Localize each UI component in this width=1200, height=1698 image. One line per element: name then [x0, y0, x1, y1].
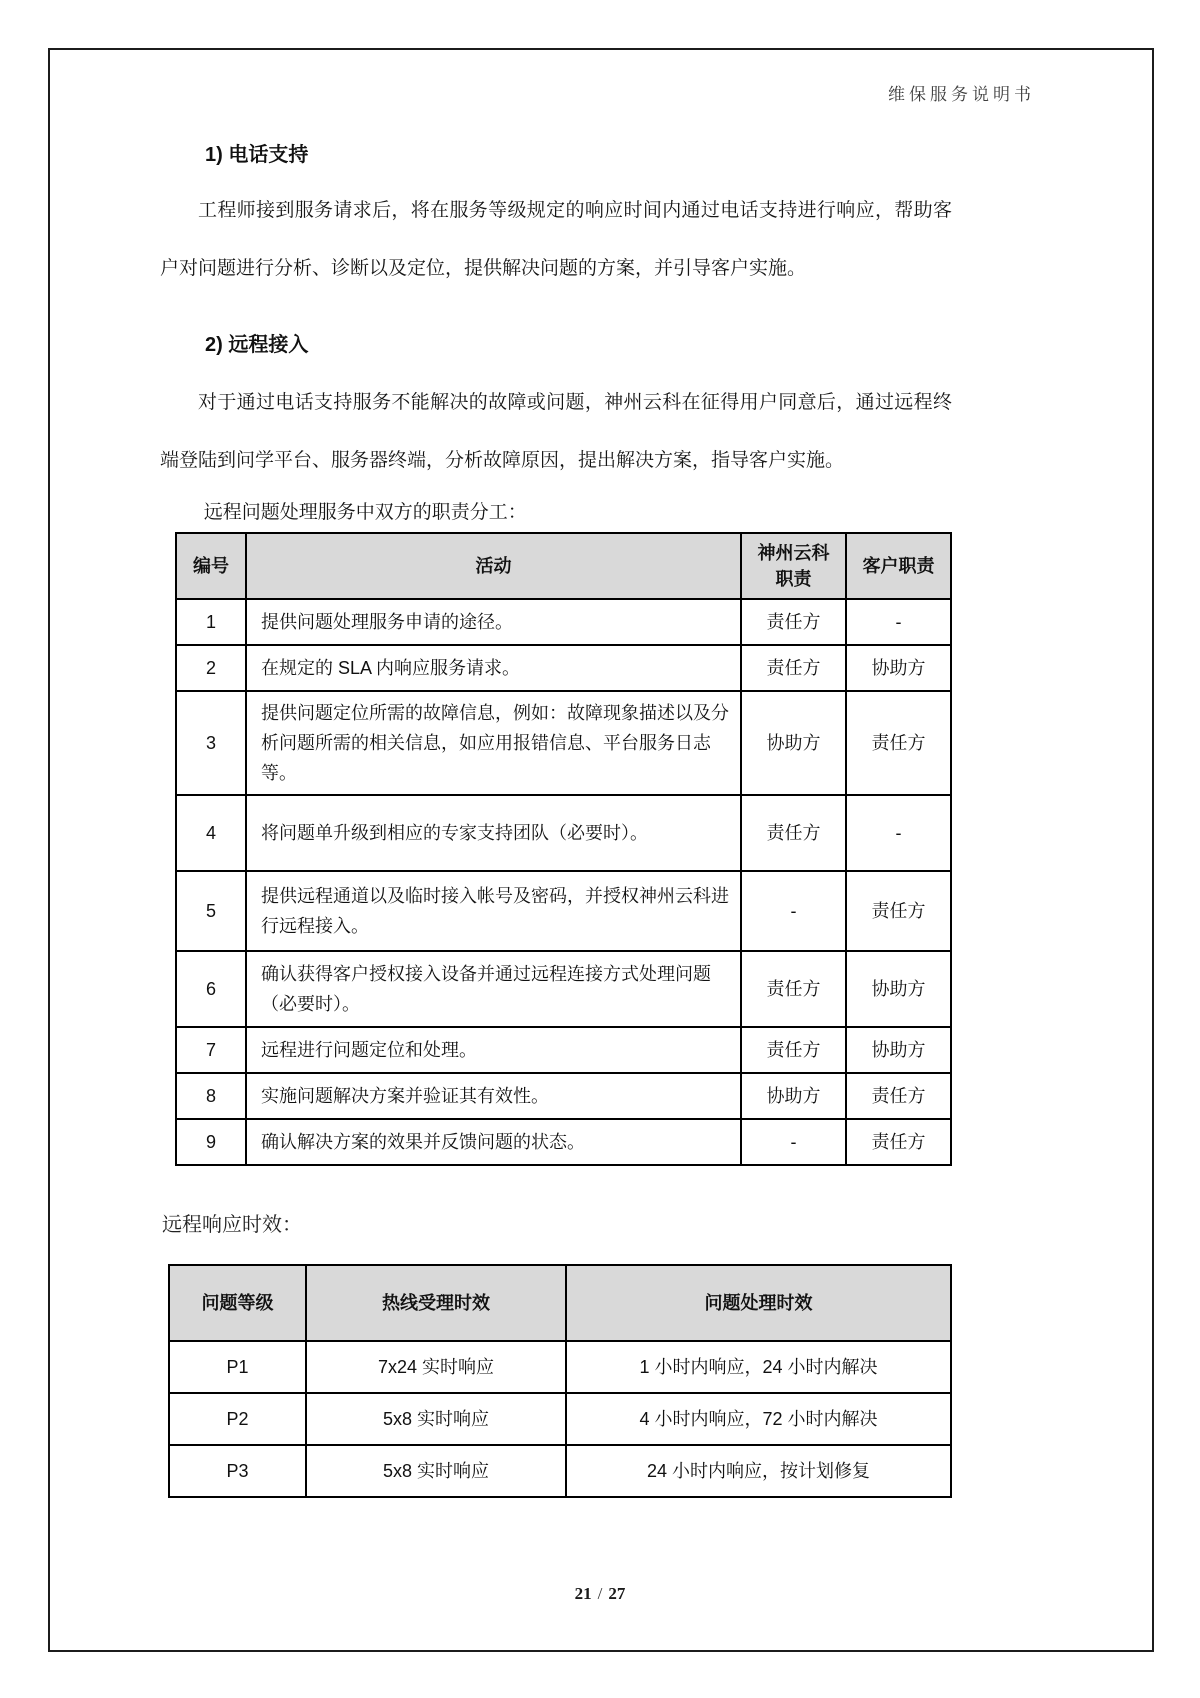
- table-row: [169, 1445, 951, 1497]
- cell-no: 7: [176, 1027, 246, 1073]
- section-1-heading: 1) 电话支持: [205, 144, 309, 166]
- cell-vendor-role: -: [741, 871, 846, 951]
- cell-vendor-role: 协助方: [741, 691, 846, 795]
- table-row: [176, 1073, 951, 1119]
- cell-vendor-role: 责任方: [741, 1027, 846, 1073]
- cell-hotline-response: 5x8 实时响应: [306, 1393, 566, 1445]
- cell-activity: 确认获得客户授权接入设备并通过远程连接方式处理问题（必要时）。: [246, 951, 741, 1027]
- section-2-heading: 2) 远程接入: [205, 334, 309, 356]
- page-number-separator: /: [597, 1584, 603, 1603]
- cell-customer-role: 协助方: [846, 951, 951, 1027]
- cell-vendor-role: -: [741, 1119, 846, 1165]
- cell-customer-role: 责任方: [846, 1119, 951, 1165]
- cell-handling-time: 1 小时内响应，24 小时内解决: [566, 1341, 951, 1393]
- cell-no: 1: [176, 599, 246, 645]
- table-row: [169, 1393, 951, 1445]
- section-2-paragraph: 对于通过电话支持服务不能解决的故障或问题，神州云科在征得用户同意后，通过远程终端登陆到问学平台、服务器终端，分析故障原因，提出解决方案，指导客户实施。: [160, 392, 952, 471]
- cell-customer-role: 责任方: [846, 871, 951, 951]
- cell-vendor-role: 协助方: [741, 1073, 846, 1119]
- cell-problem-level: P1: [169, 1341, 306, 1393]
- sla-table: [168, 1264, 952, 1498]
- table-row: [176, 795, 951, 871]
- sla-section-heading: 远程响应时效：: [162, 1214, 302, 1236]
- document-header-title: 维保服务说明书: [888, 85, 1035, 104]
- cell-customer-role: 责任方: [846, 1073, 951, 1119]
- col-header-vendor-role: 神州云科职责: [741, 533, 846, 599]
- cell-activity: 将问题单升级到相应的专家支持团队（必要时）。: [246, 795, 741, 871]
- table-row: [176, 871, 951, 951]
- table-row: [169, 1341, 951, 1393]
- table-row: [176, 599, 951, 645]
- responsibility-table-lead-in: 远程问题处理服务中双方的职责分工：: [203, 502, 527, 523]
- section-1-paragraph: 工程师接到服务请求后，将在服务等级规定的响应时间内通过电话支持进行响应，帮助客户对问题进行分析、诊断以及定位，提供解决问题的方案，并引导客户实施。: [160, 200, 952, 279]
- responsibility-table-header-row: [176, 533, 951, 599]
- table-row: [176, 1119, 951, 1165]
- cell-activity: 提供问题处理服务申请的途径。: [246, 599, 741, 645]
- responsibility-table: [175, 532, 952, 1166]
- cell-no: 2: [176, 645, 246, 691]
- cell-customer-role: 责任方: [846, 691, 951, 795]
- page-number: [0, 1584, 1200, 1604]
- cell-customer-role: 协助方: [846, 645, 951, 691]
- col-header-handling-time: 问题处理时效: [566, 1265, 951, 1341]
- cell-problem-level: P2: [169, 1393, 306, 1445]
- cell-vendor-role: 责任方: [741, 645, 846, 691]
- cell-hotline-response: 7x24 实时响应: [306, 1341, 566, 1393]
- cell-vendor-role: 责任方: [741, 951, 846, 1027]
- cell-activity: 提供问题定位所需的故障信息，例如：故障现象描述以及分析问题所需的相关信息，如应用报错信息、平台服务日志等。: [246, 691, 741, 795]
- col-header-problem-level: 问题等级: [169, 1265, 306, 1341]
- table-row: [176, 1027, 951, 1073]
- cell-customer-role: -: [846, 599, 951, 645]
- cell-vendor-role: 责任方: [741, 795, 846, 871]
- col-header-hotline-response: 热线受理时效: [306, 1265, 566, 1341]
- col-header-customer-role: 客户职责: [846, 533, 951, 599]
- cell-customer-role: -: [846, 795, 951, 871]
- cell-customer-role: 协助方: [846, 1027, 951, 1073]
- sla-table-header-row: [169, 1265, 951, 1341]
- cell-no: 6: [176, 951, 246, 1027]
- total-page-count: 27: [608, 1584, 626, 1603]
- cell-activity: 实施问题解决方案并验证其有效性。: [246, 1073, 741, 1119]
- cell-handling-time: 24 小时内响应，按计划修复: [566, 1445, 951, 1497]
- cell-no: 9: [176, 1119, 246, 1165]
- cell-no: 3: [176, 691, 246, 795]
- cell-activity: 远程进行问题定位和处理。: [246, 1027, 741, 1073]
- cell-handling-time: 4 小时内响应，72 小时内解决: [566, 1393, 951, 1445]
- cell-activity: 确认解决方案的效果并反馈问题的状态。: [246, 1119, 741, 1165]
- col-header-no: 编号: [176, 533, 246, 599]
- col-header-activity: 活动: [246, 533, 741, 599]
- table-row: [176, 645, 951, 691]
- cell-no: 8: [176, 1073, 246, 1119]
- table-row: [176, 691, 951, 795]
- cell-activity: 提供远程通道以及临时接入帐号及密码，并授权神州云科进行远程接入。: [246, 871, 741, 951]
- table-row: [176, 951, 951, 1027]
- cell-problem-level: P3: [169, 1445, 306, 1497]
- cell-no: 5: [176, 871, 246, 951]
- current-page-number: 21: [574, 1584, 592, 1603]
- cell-vendor-role: 责任方: [741, 599, 846, 645]
- cell-hotline-response: 5x8 实时响应: [306, 1445, 566, 1497]
- cell-no: 4: [176, 795, 246, 871]
- cell-activity: 在规定的 SLA 内响应服务请求。: [246, 645, 741, 691]
- page-content: [160, 142, 952, 1498]
